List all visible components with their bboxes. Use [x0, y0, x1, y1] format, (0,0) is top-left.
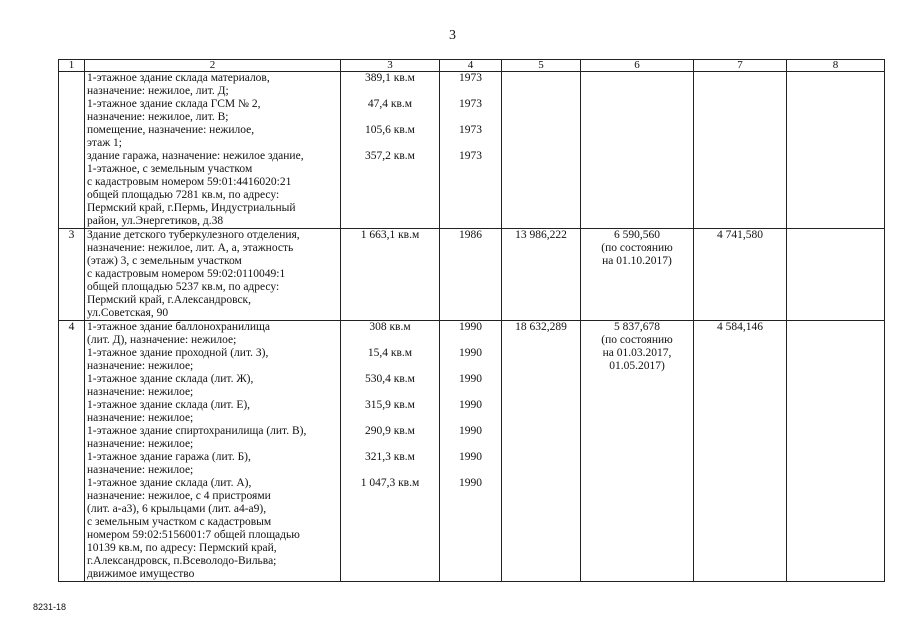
- area-value: [343, 111, 437, 124]
- description-line: Пермский край, г.Пермь, Индустриальный: [87, 202, 296, 214]
- year-value: [442, 137, 499, 150]
- col8-cell: [787, 229, 885, 321]
- col6-line: на 01.10.2017): [602, 255, 672, 267]
- row-number-cell: [59, 72, 85, 229]
- year-value: [442, 360, 499, 373]
- description-line: с кадастровым номером 59:02:0110049:1: [87, 268, 286, 280]
- year-cell: [440, 229, 502, 321]
- year-value: [442, 412, 499, 425]
- year-value: 1973: [459, 124, 482, 136]
- header-cell: 4: [440, 60, 502, 72]
- col7-cell: [694, 321, 787, 582]
- col5-value: 18 632,289: [515, 321, 567, 333]
- row-number: 4: [68, 321, 75, 333]
- area-cell: [341, 229, 440, 321]
- description-line: назначение: нежилое;: [87, 412, 194, 424]
- description-line: с кадастровым номером 59:01:4416020:21: [87, 176, 292, 188]
- description-cell: [85, 72, 341, 229]
- area-value: [343, 386, 437, 399]
- year-value: 1990: [459, 425, 482, 437]
- year-value: 1986: [459, 229, 482, 241]
- area-value: 105,6 кв.м: [365, 124, 415, 136]
- area-value: [343, 137, 437, 150]
- col5-cell: [502, 72, 581, 229]
- row-number-cell: [59, 321, 85, 582]
- col6-line: 01.05.2017): [609, 360, 665, 372]
- area-value: 389,1 кв.м: [365, 72, 415, 84]
- col5-cell: [502, 321, 581, 582]
- description-line: назначение: нежилое, лит. А, а, этажность: [87, 242, 294, 254]
- description-line: назначение: нежилое;: [87, 464, 194, 476]
- description-line: (этаж) 3, с земельным участком: [87, 255, 242, 267]
- row-number-cell: [59, 229, 85, 321]
- header-cell: 3: [341, 60, 440, 72]
- area-value: [343, 334, 437, 347]
- area-value: 357,2 кв.м: [365, 150, 415, 162]
- description-cell: [85, 229, 341, 321]
- header-cell: 1: [59, 60, 85, 72]
- year-value: [442, 334, 499, 347]
- description-line: 1-этажное здание склада ГСМ № 2,: [87, 98, 261, 110]
- description-cell: [85, 321, 341, 582]
- description-line: движимое имущество: [87, 568, 195, 580]
- description-line: Здание детского туберкулезного отделения,: [87, 229, 300, 241]
- col8-cell: [787, 72, 885, 229]
- year-value: 1990: [459, 321, 482, 333]
- header-cell: 6: [581, 60, 694, 72]
- col6-line: на 01.03.2017,: [602, 347, 672, 359]
- description-line: с земельным участком с кадастровым: [87, 516, 272, 528]
- description-line: ул.Советская, 90: [87, 307, 169, 319]
- description-line: Пермский край, г.Александровск,: [87, 294, 252, 306]
- area-value: [343, 464, 437, 477]
- year-value: [442, 386, 499, 399]
- description-line: этаж 1;: [87, 137, 122, 149]
- col6-line: 6 590,560: [614, 229, 660, 241]
- description-line: номером 59:02:5156001:7 общей площадью: [87, 529, 300, 541]
- area-value: 1 047,3 кв.м: [360, 477, 420, 489]
- description-line: 1-этажное здание склада (лит. А),: [87, 477, 252, 489]
- description-line: общей площадью 5237 кв.м, по адресу:: [87, 281, 280, 293]
- description-line: (лит. Д), назначение: нежилое;: [87, 334, 237, 346]
- header-row: [59, 60, 885, 72]
- description-line: общей площадью 7281 кв.м, по адресу:: [87, 189, 280, 201]
- year-value: 1973: [459, 98, 482, 110]
- area-value: 530,4 кв.м: [365, 373, 415, 385]
- row-number: 3: [68, 229, 75, 241]
- col8-value: [789, 229, 882, 242]
- area-value: 15,4 кв.м: [367, 347, 413, 359]
- area-value: 290,9 кв.м: [365, 425, 415, 437]
- col7-value: [696, 72, 784, 85]
- year-cell: [440, 72, 502, 229]
- header-cell: 8: [787, 60, 885, 72]
- year-value: [442, 111, 499, 124]
- area-value: [343, 85, 437, 98]
- description-line: назначение: нежилое;: [87, 360, 194, 372]
- area-value: [343, 360, 437, 373]
- year-value: [442, 438, 499, 451]
- year-cell: [440, 321, 502, 582]
- area-value: 321,3 кв.м: [365, 451, 415, 463]
- header-cell: 5: [502, 60, 581, 72]
- area-cell: [341, 72, 440, 229]
- col6-line: (по состоянию: [601, 242, 673, 254]
- col7-cell: [694, 229, 787, 321]
- description-line: назначение: нежилое, лит. Д;: [87, 85, 229, 97]
- property-table: [58, 59, 885, 582]
- description-line: назначение: нежилое, с 4 пристроями: [87, 490, 271, 502]
- col5-value: [504, 72, 578, 85]
- table-row: [59, 321, 885, 582]
- description-line: (лит. а-а3), 6 крыльцами (лит. а4-а9),: [87, 503, 267, 515]
- description-line: здание гаража, назначение: нежилое здание,: [87, 150, 304, 162]
- col7-value: 4 741,580: [717, 229, 763, 241]
- year-value: 1990: [459, 373, 482, 385]
- description-line: 1-этажное здание проходной (лит. З),: [87, 347, 269, 359]
- description-line: 1-этажное здание склада материалов,: [87, 72, 270, 84]
- col7-value: 4 584,146: [717, 321, 763, 333]
- document-code: 8231-18: [33, 602, 67, 612]
- description-line: г.Александровск, п.Всеволодо-Вильва;: [87, 555, 277, 567]
- area-value: [343, 412, 437, 425]
- year-value: 1973: [459, 72, 482, 84]
- area-value: 1 663,1 кв.м: [360, 229, 420, 241]
- col5-value: 13 986,222: [515, 229, 567, 241]
- description-line: 1-этажное здание склада (лит. Ж),: [87, 373, 254, 385]
- year-value: 1973: [459, 150, 482, 162]
- col8-value: [789, 72, 882, 85]
- description-line: помещение, назначение: нежилое,: [87, 124, 255, 136]
- col6-line: 5 837,678: [614, 321, 660, 333]
- col6-cell: [581, 72, 694, 229]
- year-value: [442, 464, 499, 477]
- table-row: [59, 229, 885, 321]
- description-line: район, ул.Энергетиков, д.38: [87, 215, 224, 227]
- col8-cell: [787, 321, 885, 582]
- col6-cell: [581, 229, 694, 321]
- year-value: 1990: [459, 347, 482, 359]
- col6-cell: [581, 321, 694, 582]
- area-value: 315,9 кв.м: [365, 399, 415, 411]
- header-cell: 2: [85, 60, 341, 72]
- description-line: 1-этажное, с земельным участком: [87, 163, 253, 175]
- description-line: 1-этажное здание спиртохранилища (лит. В),: [87, 425, 307, 437]
- year-value: 1990: [459, 477, 482, 489]
- year-value: 1990: [459, 451, 482, 463]
- header-cell: 7: [694, 60, 787, 72]
- description-line: назначение: нежилое;: [87, 438, 194, 450]
- col5-cell: [502, 229, 581, 321]
- col7-cell: [694, 72, 787, 229]
- year-value: [442, 85, 499, 98]
- description-line: 1-этажное здание баллонохранилища: [87, 321, 271, 333]
- description-line: 1-этажное здание склада (лит. Е),: [87, 399, 251, 411]
- area-cell: [341, 321, 440, 582]
- col8-value: [789, 321, 882, 334]
- year-value: 1990: [459, 399, 482, 411]
- area-value: [343, 438, 437, 451]
- description-line: 10139 кв.м, по адресу: Пермский край,: [87, 542, 277, 554]
- row-number: [61, 72, 82, 85]
- area-value: 47,4 кв.м: [367, 98, 413, 110]
- description-line: 1-этажное здание гаража (лит. Б),: [87, 451, 251, 463]
- description-line: назначение: нежилое, лит. В;: [87, 111, 229, 123]
- table-row: [59, 72, 885, 229]
- area-value: 308 кв.м: [369, 321, 411, 333]
- page-number: 3: [449, 28, 456, 43]
- description-line: назначение: нежилое;: [87, 386, 194, 398]
- col6-line: (по состоянию: [601, 334, 673, 346]
